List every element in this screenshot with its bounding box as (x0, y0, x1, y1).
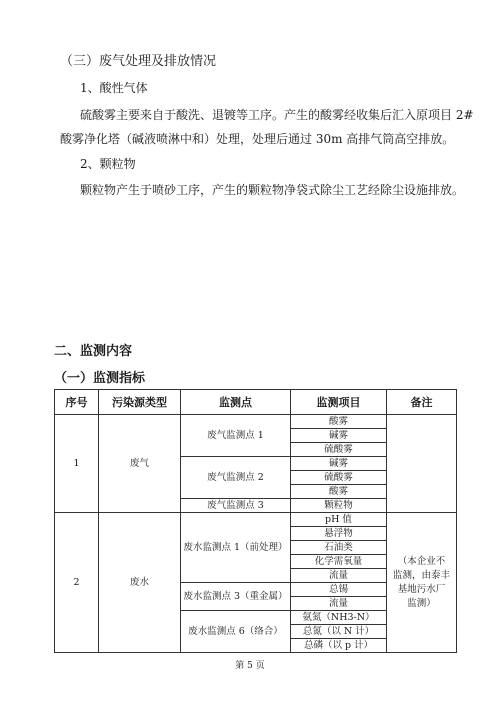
paragraph-particulate: 颗粒物产生于喷砂工序，产生的颗粒物净袋式除尘工艺经除尘设施排放。 (80, 183, 465, 197)
group1-no: 1 (55, 415, 99, 513)
header-source-type: 污染源类型 (99, 390, 181, 415)
section-heading-waste-gas: （三）废气处理及排放情况 (60, 54, 217, 69)
header-note: 备注 (387, 390, 457, 415)
item-cell: 碱雾 (291, 457, 387, 471)
item-cell: 石油类 (291, 541, 387, 555)
item-cell: 颗粒物 (291, 499, 387, 513)
item-cell: 化学需氧量 (291, 555, 387, 569)
point-water-3: 废水监测点 3（重金属） (181, 583, 291, 611)
paragraph-acid-gas-line2: 酸雾净化塔（碱液喷淋中和）处理，处理后通过 30m 高排气筒高空排放。 (60, 132, 455, 146)
item-cell: 流量 (291, 597, 387, 611)
subheading-acid-gas: 1、酸性气体 (80, 81, 148, 95)
item-cell: 悬浮物 (291, 527, 387, 541)
item-cell: 流量 (291, 569, 387, 583)
item-cell: 酸雾 (291, 415, 387, 429)
monitoring-table (54, 389, 457, 653)
header-monitor-item: 监测项目 (291, 390, 387, 415)
group2-no: 2 (55, 513, 99, 653)
subheading-monitoring-indicators: （一）监测指标 (54, 371, 146, 386)
table-row (55, 513, 457, 527)
item-cell: 硫酸雾 (291, 471, 387, 485)
note-line: （本企业不 (397, 555, 446, 567)
point-water-6: 废水监测点 6（络合） (181, 611, 291, 653)
point-water-1: 废水监测点 1（前处理） (181, 513, 291, 583)
item-cell: pH 值 (291, 513, 387, 527)
note-line: 监测，由泰丰 (392, 569, 450, 581)
item-cell: 总氮（以 N 计） (291, 625, 387, 639)
section-heading-monitoring: 二、监测内容 (54, 344, 133, 359)
item-cell: 总磷（以 p 计） (291, 639, 387, 653)
table-row (55, 415, 457, 429)
group1-type: 废气 (99, 415, 181, 513)
header-no: 序号 (55, 390, 99, 415)
group1-note (387, 415, 457, 513)
note-line: 监测） (407, 597, 436, 609)
item-cell: 碱雾 (291, 429, 387, 443)
page-number: 第 5 页 (235, 661, 265, 671)
header-monitor-point: 监测点 (181, 390, 291, 415)
item-cell: 硫酸雾 (291, 443, 387, 457)
item-cell: 氨氮（NH3-N） (291, 611, 387, 625)
paragraph-acid-gas-line1: 硫酸雾主要来自于酸洗、退镀等工序。产生的酸雾经收集后汇入原项目 2# (80, 108, 474, 122)
point-gas-2: 废气监测点 2 (181, 457, 291, 499)
note-line: 基地污水厂 (397, 583, 446, 595)
subheading-particulate: 2、颗粒物 (80, 157, 136, 171)
item-cell: 酸雾 (291, 485, 387, 499)
table-header-row (55, 390, 457, 415)
group2-type: 废水 (99, 513, 181, 653)
item-cell: 总锡 (291, 583, 387, 597)
point-gas-3: 废气监测点 3 (181, 499, 291, 513)
point-gas-1: 废气监测点 1 (181, 415, 291, 457)
group2-note (387, 513, 457, 653)
